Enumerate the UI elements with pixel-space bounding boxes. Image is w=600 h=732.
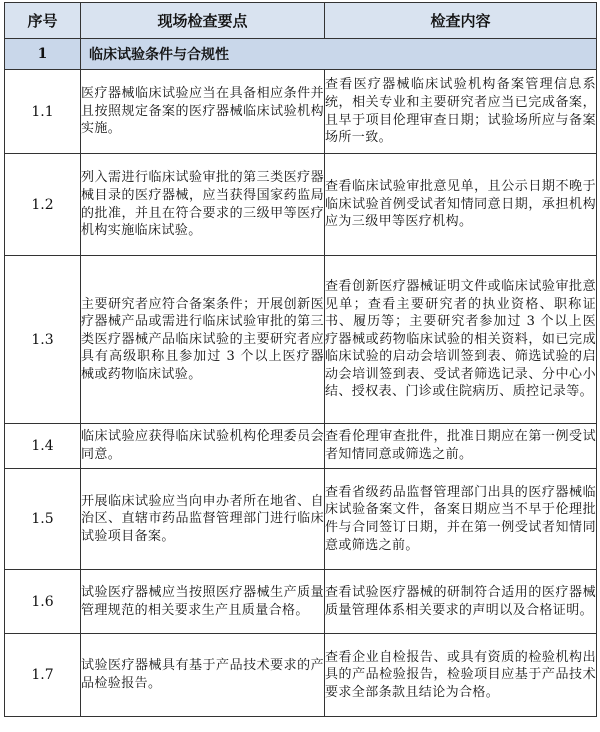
- table-row: [5, 469, 597, 570]
- table-row: [5, 256, 597, 424]
- header-point: 现场检查要点: [81, 3, 325, 39]
- row-check-point: 试验医疗器械具有基于产品技术要求的产品检验报告。: [81, 634, 325, 717]
- row-number: 1.7: [5, 634, 81, 717]
- row-number: 1.4: [5, 424, 81, 469]
- row-check-content: 查看省级药品监督管理部门出具的医疗器械临床试验备案文件，备案日期应当不早于伦理批件与合同签订日期，并在第一例受试者知情同意或筛选之前。: [325, 469, 597, 570]
- table-row: [5, 70, 597, 154]
- row-check-point: 主要研究者应符合备案条件；开展创新医疗器械产品或需进行临床试验审批的第三类医疗器械产品临床试验的主要研究者应具有高级职称且参加过 3 个以上医疗器械或药物临床试验。: [81, 256, 325, 424]
- table-row: [5, 570, 597, 634]
- header-no: 序号: [5, 3, 81, 39]
- row-check-point: 开展临床试验应当向申办者所在地省、自治区、直辖市药品监督管理部门进行临床试验项目备案。: [81, 469, 325, 570]
- row-check-content: 查看创新医疗器械证明文件或临床试验审批意见单；查看主要研究者的执业资格、职称证书、履历等；主要研究者参加过 3 个以上医疗器械或药物临床试验的相关资料，如已完成临床试验的启动会培训签到表、筛选试验的启动会培训签到表、受试者筛选记录、分中心小结、授权表、门诊或住院病历、质控记录等。: [325, 256, 597, 424]
- header-row: [5, 3, 597, 39]
- row-number: 1.6: [5, 570, 81, 634]
- row-number: 1.2: [5, 154, 81, 256]
- section-row: [5, 39, 597, 70]
- row-check-point: 列入需进行临床试验审批的第三类医疗器械目录的医疗器械，应当获得国家药监局的批准，并且在符合要求的三级甲等医疗机构实施临床试验。: [81, 154, 325, 256]
- row-check-point: 医疗器械临床试验应当在具备相应条件并且按照规定备案的医疗器械临床试验机构实施。: [81, 70, 325, 154]
- row-number: 1.1: [5, 70, 81, 154]
- row-check-content: 查看临床试验审批意见单，且公示日期不晚于临床试验首例受试者知情同意日期，承担机构应为三级甲等医疗机构。: [325, 154, 597, 256]
- row-check-content: 查看试验医疗器械的研制符合适用的医疗器械质量管理体系相关要求的声明以及合格证明。: [325, 570, 597, 634]
- row-check-point: 临床试验应获得临床试验机构伦理委员会同意。: [81, 424, 325, 469]
- section-number: 1: [5, 39, 81, 70]
- row-check-content: 查看医疗器械临床试验机构备案管理信息系统，相关专业和主要研究者应当已完成备案，且早于项目伦理审查日期；试验场所应与备案场所一致。: [325, 70, 597, 154]
- header-content: 检查内容: [325, 3, 597, 39]
- section-title: 临床试验条件与合规性: [81, 39, 597, 70]
- row-check-point: 试验医疗器械应当按照医疗器械生产质量管理规范的相关要求生产且质量合格。: [81, 570, 325, 634]
- row-number: 1.5: [5, 469, 81, 570]
- row-number: 1.3: [5, 256, 81, 424]
- row-check-content: 查看伦理审查批件，批准日期应在第一例受试者知情同意或筛选之前。: [325, 424, 597, 469]
- table-row: [5, 154, 597, 256]
- row-check-content: 查看企业自检报告、或具有资质的检验机构出具的产品检验报告，检验项目应基于产品技术要求全部条款且结论为合格。: [325, 634, 597, 717]
- inspection-table: [4, 2, 597, 717]
- table-row: [5, 634, 597, 717]
- table-row: [5, 424, 597, 469]
